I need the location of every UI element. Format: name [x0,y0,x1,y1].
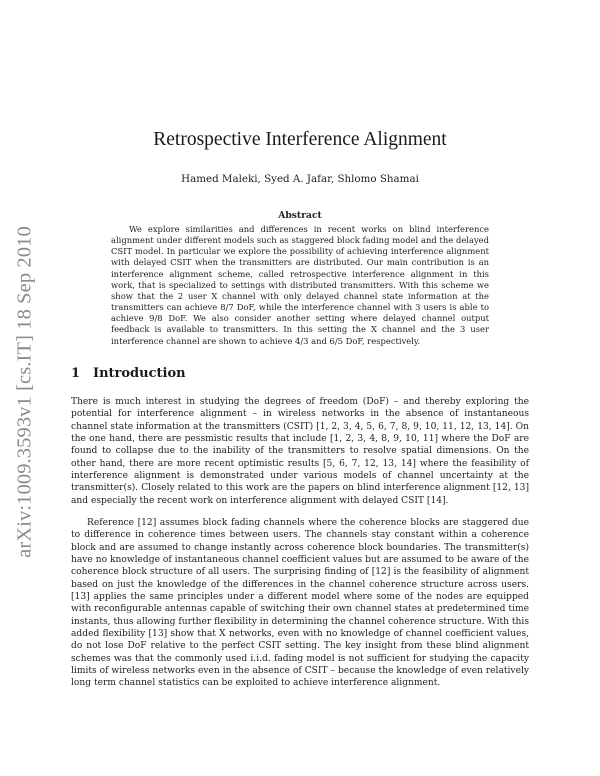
abstract-heading: Abstract [278,210,322,221]
arxiv-id: arXiv:1009.3593v1 [cs.IT] 18 Sep 2010 [13,226,36,558]
section-heading [71,366,186,381]
paper-title: Retrospective Interference Alignment [153,129,447,150]
section-number: 1 [71,366,81,381]
body-paragraph: Reference [12] assumes block fading channels where the coherence blocks are staggered due to difference in coherence times between users. The channels stay constant within a coherence block and are assumed to change instantly across coherence block boundaries. The transmitter(s) have no knowledge of instantaneous channel coefficient values but are assumed to be aware of the coherence block structure of all users. The surprising finding of [12] is the feasibility of alignment based on just the knowledge of the differences in the channel coherence structure across users. [13] applies the same principles under a different model where some of the nodes are equipped with reconfigurable antennas capable of switching their own channel states at predetermined time instants, thus allowing further flexibility in determining the channel coherence structure. With this added flexibility [13] show that X networks, even with no knowledge of channel coefficient values, do not lose DoF relative to the perfect CSIT setting. The key insight from these blind alignment schemes was that the commonly used i.i.d. fading model is not sufficient for studying the capacity limits of wireless networks even in the absence of CSIT – because the knowledge of even relatively long term channel statistics can be exploited to achieve interference alignment. [71,518,529,689]
body-paragraph: There is much interest in studying the degrees of freedom (DoF) – and thereby exploring the potential for interference alignment – in wireless networks in the absence of instantaneous channel state information at the transmitters (CSIT) [1, 2, 3, 4, 5, 6, 7, 8, 9, 10, 11, 12, 13, 14]. On the one hand, there are pessmistic results that include [1, 2, 3, 4, 8, 9, 10, 11] where the DoF are found to collapse due to the inability of the transmitters to resolve spatial dimensions. On the other hand, there are more recent optimistic results [5, 6, 7, 12, 13, 14] where the feasibility of interference alignment is demonstrated under various models of channel uncertainty at the transmitter(s). Closely related to this work are the papers on blind interference alignment [12, 13] and especially the recent work on interference alignment with delayed CSIT [14]. [71,397,529,506]
author-list: Hamed Maleki, Syed A. Jafar, Shlomo Shamai [181,173,419,185]
abstract-body: We explore similarities and differences in recent works on blind interference alignment under different models such as staggered block fading model and the delayed CSIT model. In particular we explore the possibility of achieving interference alignment with delayed CSIT when the transmitters are distributed. Our main contribution is an interference alignment scheme, called retrospective interference alignment in this work, that is specialized to settings with distributed transmitters. With this scheme we show that the 2 user X channel with only delayed channel state information at the transmitters can achieve 8/7 DoF, while the interference channel with 3 users is able to achieve 9/8 DoF. We also consider another setting where delayed channel output feedback is available to transmitters. In this setting the X channel and the 3 user interference channel are shown to achieve 4/3 and 6/5 DoF, respectively. [111,224,489,346]
arxiv-stamp [6,212,44,572]
section-title: Introduction [93,366,186,381]
